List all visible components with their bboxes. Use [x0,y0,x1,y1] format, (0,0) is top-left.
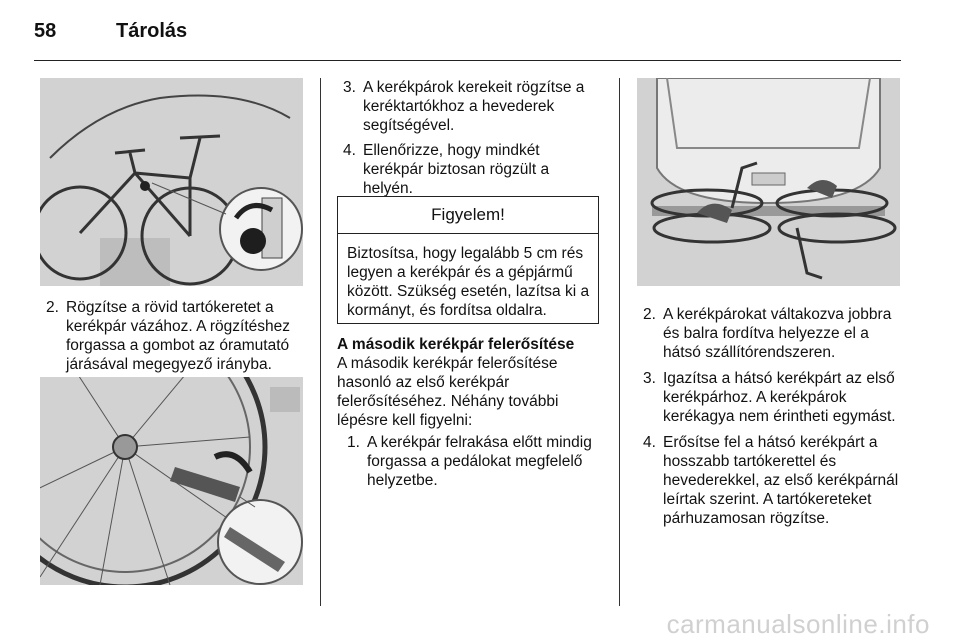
list-number: 4. [343,142,356,159]
list-item [637,369,907,426]
list-number: 2. [643,306,656,323]
list-number: 1. [347,434,360,451]
warning-title: Figyelem! [338,197,598,234]
list-text: Rögzítse a rövid tartókeretet a kerékpár vázához. A rögzítéshez forgassa a gombot az óramutató járásával megegyező irányba. [66,299,291,373]
list-number: 3. [643,370,656,387]
list-number: 3. [343,79,356,96]
wheel-strap-illustration [40,377,303,585]
list-number: 4. [643,434,656,451]
list-text: A kerékpár felrakása előtt mindig forgassa a pedálokat megfelelő helyzetbe. [367,434,592,489]
list-item [337,433,603,490]
list-text: Ellenőrizze, hogy mindkét kerékpár biztosan rögzült a helyén. [363,142,550,197]
warning-text: Biztosítsa, hogy legalább 5 cm rés legyen a kerékpár és a gépjármű között. Szükség esetén, lazítsa ki a kormányt, és fordítsa oldalra. [347,245,590,319]
column-divider-1 [320,78,321,606]
subsection-intro: A második kerékpár felerősítése hasonló az első kerékpár felerősítéséhez. Néhány további lépésre kell figyelni: [337,355,559,429]
section-title: Tárolás [116,20,188,42]
warning-box [337,196,599,324]
list-text: Igazítsa a hátsó kerékpárt az első kerékpárhoz. A kerékpárok kerékagya nem érintheti egymást. [663,370,896,425]
list-item [637,305,907,362]
list-item [40,298,302,374]
watermark: carmanualsonline.info [666,609,930,639]
list-item [337,141,603,198]
bike-frame-holder-illustration [40,78,303,286]
list-number: 2. [46,299,59,316]
column-divider-2 [619,78,620,606]
two-bikes-carrier-illustration [637,78,900,286]
list-text: A kerékpárokat váltakozva jobbra és balra fordítva helyezze el a hátsó szállítórendszeren. [663,306,892,361]
header-divider [34,60,901,61]
subsection-heading: A második kerékpár felerősítése [337,336,575,353]
list-text: A kerékpárok kerekeit rögzítse a keréktartókhoz a hevederek segítségével. [363,79,585,134]
list-item [637,433,907,528]
list-text: Erősítse fel a hátsó kerékpárt a hosszabb tartókerettel és hevederekkel, az első kerékpárnál leírtak szerint. A tartókereteket párhuzamosan rögzítse. [663,434,899,527]
list-item [337,78,603,135]
page-number: 58 [34,20,57,42]
